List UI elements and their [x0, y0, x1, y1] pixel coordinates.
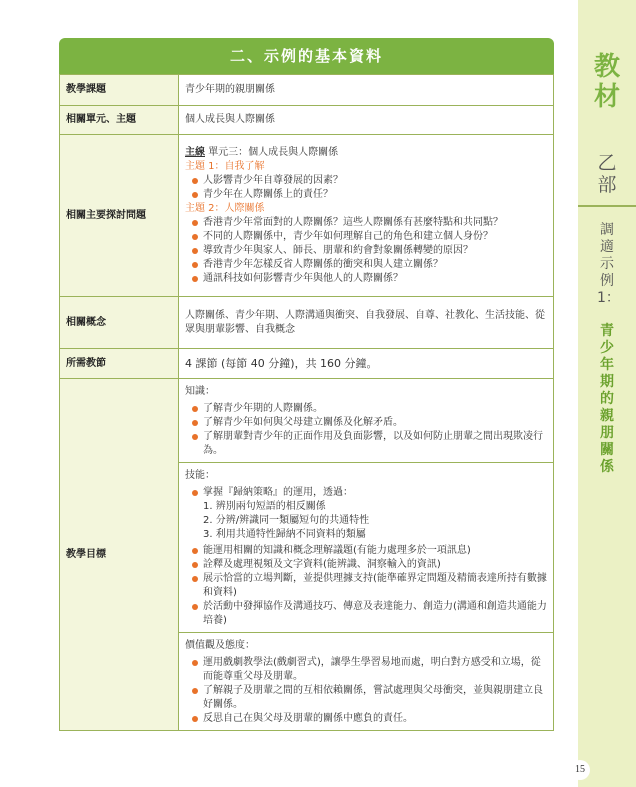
list-item: 了解青少年期的人際關係。 — [185, 402, 547, 416]
list-item: 人影響青少年自尊發展的因素？ — [185, 174, 547, 188]
row-value-unit: 個人成長與人際關係 — [179, 106, 554, 135]
list-item: 了解朋輩對青少年的正面作用及負面影響，以及如何防止朋輩之間出現欺凌行為。 — [185, 430, 547, 458]
theme-title: 主題 1：自我了解 — [185, 160, 265, 172]
sidebar-vertical-highlight: 青少年期的親朋關係 — [600, 323, 614, 475]
list-item: 香港青少年怎樣反省人際關係的衝突和與人建立關係？ — [185, 258, 547, 272]
row-value-periods: 4 課節 (每節 40 分鐘)，共 160 分鐘。 — [179, 349, 554, 379]
list-item: 通訊科技如何影響青少年與他人的人際關係？ — [185, 272, 547, 286]
knowledge-section — [179, 379, 553, 462]
list-item: 導致青少年與家人、師長、朋輩和約會對象關係轉變的原因？ — [185, 244, 547, 258]
list-item: 了解親子及朋輩之間的互相依賴關係，嘗試處理與父母衝突，並與親朋建立良好關係。 — [185, 684, 547, 712]
row-label-issues: 相關主要探討問題 — [60, 135, 179, 297]
page-number: 15 — [570, 760, 590, 780]
table-title: 二、示例的基本資料 — [59, 38, 554, 74]
section-title: 技能： — [185, 470, 215, 481]
list-item: 不同的人際關係中，青少年如何理解自己的角色和建立個人身份？ — [185, 230, 547, 244]
row-value-objectives — [179, 379, 554, 731]
list-item: 展示恰當的立場判斷，並提供理據支持(能準確界定問題及精簡表達所持有數據和資料) — [185, 572, 547, 600]
table-row — [60, 349, 554, 379]
values-section — [179, 632, 553, 730]
list-item: 反思自己在與父母及朋輩的關係中應負的責任。 — [185, 712, 547, 726]
table-row — [60, 75, 554, 106]
table-row — [60, 297, 554, 349]
sub-list-item: 1. 辨別兩句短語的相反關係 — [203, 501, 326, 512]
main-line-text: 單元三：個人成長與人際關係 — [208, 146, 339, 158]
list-item: 能運用相關的知識和概念理解議題(有能力處理多於一項訊息) — [185, 544, 547, 558]
sidebar-main-label: 教材 — [593, 52, 620, 112]
row-value-concepts: 人際關係、青少年期、人際溝通與衝突、自我發展、自尊、社教化、生活技能、從眾與朋輩影響、自我概念 — [179, 297, 554, 349]
list-item: 青少年在人際關係上的責任？ — [185, 188, 547, 202]
row-label-objectives: 教學目標 — [60, 379, 179, 731]
list-item: 掌握『歸納策略』的運用，透過： — [185, 486, 547, 500]
section-title: 知識： — [185, 386, 215, 397]
main-line — [185, 146, 547, 160]
info-table — [59, 38, 554, 731]
row-value-topic: 青少年期的親朋關係 — [179, 75, 554, 106]
section-title: 價值觀及態度： — [185, 640, 255, 651]
main-line-prefix: 主線 — [185, 146, 205, 158]
row-label-unit: 相關單元、主題 — [60, 106, 179, 135]
sub-list-item: 3. 利用共通特性歸納不同資料的類屬 — [203, 529, 366, 540]
row-label-topic: 教學課題 — [60, 75, 179, 106]
row-value-issues — [179, 135, 554, 297]
table-row — [60, 106, 554, 135]
row-label-periods: 所需教節 — [60, 349, 179, 379]
table-row — [60, 135, 554, 297]
list-item: 香港青少年常面對的人際關係？這些人際關係有甚麼特點和共同點？ — [185, 216, 547, 230]
row-label-concepts: 相關概念 — [60, 297, 179, 349]
sub-list-item: 2. 分辨/辨識同一類屬短句的共通特性 — [203, 515, 370, 526]
table-row — [60, 379, 554, 731]
sidebar-divider — [578, 205, 636, 207]
theme-title: 主題 2：人際關係 — [185, 202, 265, 214]
sidebar-vertical-text: 調適示例1： — [597, 222, 620, 306]
list-item: 了解青少年如何與父母建立關係及化解矛盾。 — [185, 416, 547, 430]
list-item: 詮釋及處理視頻及文字資料(能辨識、洞察輸入的資訊) — [185, 558, 547, 572]
list-item: 於活動中發揮協作及溝通技巧、傳意及表達能力、創造力(溝通和創造共通能力培養) — [185, 600, 547, 628]
list-item: 運用戲劇教學法(戲劇習式)，讓學生學習易地而處，明白對方感受和立場，從而能尊重父母及朋輩。 — [185, 656, 547, 684]
skills-section — [179, 462, 553, 632]
sidebar-part-label: 乙部 — [597, 152, 617, 196]
